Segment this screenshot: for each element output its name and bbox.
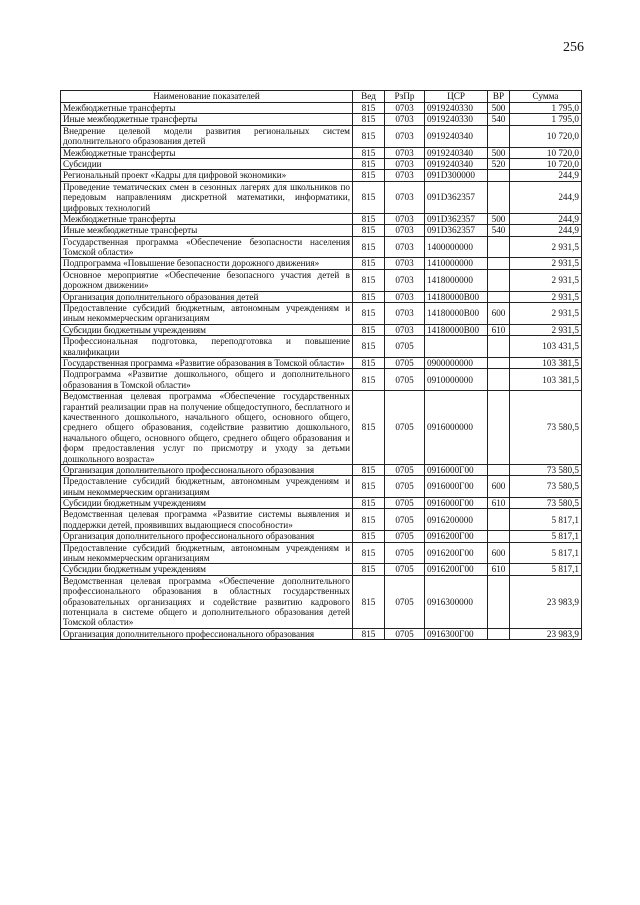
table-row xyxy=(61,509,582,531)
cell-vr xyxy=(488,170,510,181)
cell-sum: 10 720,0 xyxy=(510,125,582,147)
cell-rzpr: 0703 xyxy=(385,147,425,158)
cell-csr: 0919240330 xyxy=(425,114,488,125)
cell-csr xyxy=(425,336,488,358)
table-row xyxy=(61,369,582,391)
cell-ved: 815 xyxy=(353,464,385,475)
cell-rzpr: 0703 xyxy=(385,181,425,213)
cell-vr: 500 xyxy=(488,103,510,114)
cell-ved: 815 xyxy=(353,509,385,531)
header-vr: ВР xyxy=(488,91,510,103)
cell-ved: 815 xyxy=(353,236,385,258)
cell-csr: 091D362357 xyxy=(425,213,488,224)
cell-name: Иные межбюджетные трансферты xyxy=(61,114,353,125)
cell-sum: 5 817,1 xyxy=(510,564,582,575)
cell-rzpr: 0705 xyxy=(385,575,425,628)
cell-vr xyxy=(488,291,510,302)
cell-ved: 815 xyxy=(353,324,385,335)
cell-vr: 600 xyxy=(488,542,510,564)
table-row xyxy=(61,236,582,258)
cell-name: Организация дополнительного профессионального образования xyxy=(61,464,353,475)
table-row xyxy=(61,324,582,335)
cell-rzpr: 0703 xyxy=(385,258,425,269)
header-ved: Вед xyxy=(353,91,385,103)
header-sum: Сумма xyxy=(510,91,582,103)
cell-name: Организация дополнительного профессионального образования xyxy=(61,531,353,542)
table-row xyxy=(61,464,582,475)
cell-name: Субсидии xyxy=(61,158,353,169)
header-name: Наименование показателей xyxy=(61,91,353,103)
cell-rzpr: 0705 xyxy=(385,628,425,639)
cell-ved: 815 xyxy=(353,125,385,147)
table-row xyxy=(61,564,582,575)
cell-csr: 0916300Г00 xyxy=(425,628,488,639)
cell-sum: 244,9 xyxy=(510,225,582,236)
table-row xyxy=(61,542,582,564)
cell-vr xyxy=(488,125,510,147)
cell-ved: 815 xyxy=(353,336,385,358)
cell-vr: 600 xyxy=(488,303,510,325)
cell-ved: 815 xyxy=(353,564,385,575)
cell-ved: 815 xyxy=(353,531,385,542)
cell-rzpr: 0703 xyxy=(385,213,425,224)
cell-csr: 14180000В00 xyxy=(425,291,488,302)
cell-csr: 0916200Г00 xyxy=(425,531,488,542)
cell-vr: 540 xyxy=(488,225,510,236)
cell-sum: 2 931,5 xyxy=(510,269,582,291)
cell-sum: 1 795,0 xyxy=(510,114,582,125)
cell-sum: 73 580,5 xyxy=(510,498,582,509)
cell-csr: 0916300000 xyxy=(425,575,488,628)
cell-vr xyxy=(488,258,510,269)
cell-rzpr: 0703 xyxy=(385,103,425,114)
cell-name: Субсидии бюджетным учреждениям xyxy=(61,324,353,335)
cell-csr: 1410000000 xyxy=(425,258,488,269)
cell-vr xyxy=(488,628,510,639)
cell-name: Межбюджетные трансферты xyxy=(61,213,353,224)
cell-rzpr: 0705 xyxy=(385,357,425,368)
cell-name: Подпрограмма «Развитие дошкольного, общего и дополнительного образования в Томской области» xyxy=(61,369,353,391)
cell-vr: 500 xyxy=(488,213,510,224)
cell-vr: 600 xyxy=(488,476,510,498)
cell-vr xyxy=(488,531,510,542)
cell-sum: 73 580,5 xyxy=(510,476,582,498)
table-row xyxy=(61,181,582,213)
cell-rzpr: 0705 xyxy=(385,336,425,358)
cell-sum: 244,9 xyxy=(510,181,582,213)
cell-rzpr: 0703 xyxy=(385,114,425,125)
cell-vr xyxy=(488,336,510,358)
cell-rzpr: 0705 xyxy=(385,464,425,475)
table-row xyxy=(61,531,582,542)
cell-rzpr: 0705 xyxy=(385,476,425,498)
table-row xyxy=(61,303,582,325)
cell-csr: 0916000000 xyxy=(425,391,488,465)
cell-rzpr: 0705 xyxy=(385,564,425,575)
cell-sum: 5 817,1 xyxy=(510,542,582,564)
cell-ved: 815 xyxy=(353,628,385,639)
table-row xyxy=(61,213,582,224)
cell-csr: 0916000Г00 xyxy=(425,476,488,498)
cell-vr: 610 xyxy=(488,498,510,509)
cell-ved: 815 xyxy=(353,369,385,391)
cell-vr xyxy=(488,369,510,391)
cell-sum: 103 431,5 xyxy=(510,336,582,358)
table-row xyxy=(61,628,582,639)
cell-sum: 244,9 xyxy=(510,170,582,181)
table-row xyxy=(61,258,582,269)
cell-name: Организация дополнительного профессионального образования xyxy=(61,628,353,639)
cell-vr xyxy=(488,391,510,465)
cell-rzpr: 0703 xyxy=(385,269,425,291)
cell-csr: 0916000Г00 xyxy=(425,498,488,509)
cell-csr: 1418000000 xyxy=(425,269,488,291)
cell-sum: 73 580,5 xyxy=(510,464,582,475)
budget-table xyxy=(60,90,582,640)
cell-csr: 0916000Г00 xyxy=(425,464,488,475)
cell-csr: 091D300000 xyxy=(425,170,488,181)
cell-vr: 520 xyxy=(488,158,510,169)
cell-vr xyxy=(488,236,510,258)
cell-vr xyxy=(488,464,510,475)
cell-sum: 2 931,5 xyxy=(510,303,582,325)
table-row xyxy=(61,269,582,291)
cell-csr: 0900000000 xyxy=(425,357,488,368)
cell-rzpr: 0703 xyxy=(385,236,425,258)
cell-rzpr: 0703 xyxy=(385,225,425,236)
cell-ved: 815 xyxy=(353,303,385,325)
cell-ved: 815 xyxy=(353,213,385,224)
cell-ved: 815 xyxy=(353,103,385,114)
cell-sum: 1 795,0 xyxy=(510,103,582,114)
cell-sum: 244,9 xyxy=(510,213,582,224)
cell-rzpr: 0705 xyxy=(385,391,425,465)
cell-csr: 0916200000 xyxy=(425,509,488,531)
cell-vr: 500 xyxy=(488,147,510,158)
cell-name: Организация дополнительного образования детей xyxy=(61,291,353,302)
cell-name: Внедрение целевой модели развития региональных систем дополнительного образования детей xyxy=(61,125,353,147)
cell-sum: 103 381,5 xyxy=(510,369,582,391)
header-csr: ЦСР xyxy=(425,91,488,103)
cell-sum: 73 580,5 xyxy=(510,391,582,465)
table-row xyxy=(61,103,582,114)
cell-name: Межбюджетные трансферты xyxy=(61,147,353,158)
table-row xyxy=(61,476,582,498)
cell-name: Подпрограмма «Повышение безопасности дорожного движения» xyxy=(61,258,353,269)
cell-name: Субсидии бюджетным учреждениям xyxy=(61,498,353,509)
cell-name: Иные межбюджетные трансферты xyxy=(61,225,353,236)
cell-ved: 815 xyxy=(353,269,385,291)
table-row xyxy=(61,170,582,181)
cell-ved: 815 xyxy=(353,258,385,269)
cell-name: Ведомственная целевая программа «Обеспечение государственных гарантий реализации прав на получение общедоступного, бесплатного и качественного дошкольного, начального общего, основного общего, среднего общего образования, содействие развитию дошкольного, начального общего, основного общего, среднего общего образования и форм предоставления услуг по присмотру и уходу за детьми дошкольного возраста» xyxy=(61,391,353,465)
table-row xyxy=(61,575,582,628)
cell-sum: 2 931,5 xyxy=(510,258,582,269)
table-row xyxy=(61,158,582,169)
cell-csr: 0910000000 xyxy=(425,369,488,391)
cell-csr: 0919240340 xyxy=(425,125,488,147)
table-row xyxy=(61,336,582,358)
cell-ved: 815 xyxy=(353,291,385,302)
cell-vr xyxy=(488,509,510,531)
cell-rzpr: 0703 xyxy=(385,125,425,147)
cell-rzpr: 0705 xyxy=(385,498,425,509)
header-rzpr: РзПр xyxy=(385,91,425,103)
cell-vr: 610 xyxy=(488,564,510,575)
cell-ved: 815 xyxy=(353,114,385,125)
cell-csr: 0916200Г00 xyxy=(425,542,488,564)
cell-sum: 103 381,5 xyxy=(510,357,582,368)
cell-ved: 815 xyxy=(353,391,385,465)
cell-sum: 2 931,5 xyxy=(510,324,582,335)
cell-vr xyxy=(488,575,510,628)
cell-vr: 540 xyxy=(488,114,510,125)
table-row xyxy=(61,291,582,302)
cell-name: Предоставление субсидий бюджетным, автономным учреждениям и иным некоммерческим организациям xyxy=(61,476,353,498)
cell-ved: 815 xyxy=(353,357,385,368)
cell-rzpr: 0705 xyxy=(385,369,425,391)
cell-sum: 10 720,0 xyxy=(510,147,582,158)
cell-sum: 2 931,5 xyxy=(510,236,582,258)
table-row xyxy=(61,125,582,147)
cell-vr xyxy=(488,269,510,291)
cell-csr: 0916200Г00 xyxy=(425,564,488,575)
cell-ved: 815 xyxy=(353,147,385,158)
cell-sum: 2 931,5 xyxy=(510,291,582,302)
cell-ved: 815 xyxy=(353,181,385,213)
cell-ved: 815 xyxy=(353,158,385,169)
cell-rzpr: 0703 xyxy=(385,303,425,325)
cell-rzpr: 0705 xyxy=(385,531,425,542)
cell-csr: 14180000В00 xyxy=(425,324,488,335)
cell-ved: 815 xyxy=(353,225,385,236)
cell-vr: 610 xyxy=(488,324,510,335)
cell-name: Межбюджетные трансферты xyxy=(61,103,353,114)
page-number: 256 xyxy=(563,40,584,55)
cell-csr: 0919240340 xyxy=(425,147,488,158)
cell-name: Предоставление субсидий бюджетным, автономным учреждениям и иным некоммерческим организациям xyxy=(61,542,353,564)
cell-rzpr: 0703 xyxy=(385,158,425,169)
cell-csr: 0919240340 xyxy=(425,158,488,169)
cell-ved: 815 xyxy=(353,542,385,564)
table-row xyxy=(61,357,582,368)
cell-name: Предоставление субсидий бюджетным, автономным учреждениям и иным некоммерческим организациям xyxy=(61,303,353,325)
cell-ved: 815 xyxy=(353,476,385,498)
cell-sum: 5 817,1 xyxy=(510,531,582,542)
cell-ved: 815 xyxy=(353,498,385,509)
cell-sum: 5 817,1 xyxy=(510,509,582,531)
table-row xyxy=(61,498,582,509)
cell-sum: 23 983,9 xyxy=(510,628,582,639)
table-row xyxy=(61,147,582,158)
cell-rzpr: 0703 xyxy=(385,291,425,302)
cell-name: Региональный проект «Кадры для цифровой экономики» xyxy=(61,170,353,181)
cell-name: Основное мероприятие «Обеспечение безопасного участия детей в дорожном движении» xyxy=(61,269,353,291)
cell-rzpr: 0705 xyxy=(385,509,425,531)
cell-name: Проведение тематических смен в сезонных лагерях для школьников по передовым направлениям дискретной математики, информатики, цифровых технологий xyxy=(61,181,353,213)
table-row xyxy=(61,114,582,125)
cell-sum: 23 983,9 xyxy=(510,575,582,628)
cell-name: Профессиональная подготовка, переподготовка и повышение квалификации xyxy=(61,336,353,358)
cell-rzpr: 0705 xyxy=(385,542,425,564)
cell-name: Ведомственная целевая программа «Развитие системы выявления и поддержки детей, проявивших выдающиеся способности» xyxy=(61,509,353,531)
cell-rzpr: 0703 xyxy=(385,170,425,181)
cell-sum: 10 720,0 xyxy=(510,158,582,169)
table-row xyxy=(61,225,582,236)
table-header-row xyxy=(61,91,582,103)
cell-name: Ведомственная целевая программа «Обеспечение дополнительного профессионального образования в областных государственных образовательных организациях и содействие развитию кадрового потенциала в системе общего и дополнительного образования детей Томской области» xyxy=(61,575,353,628)
cell-vr xyxy=(488,181,510,213)
cell-name: Государственная программа «Развитие образования в Томской области» xyxy=(61,357,353,368)
cell-vr xyxy=(488,357,510,368)
cell-ved: 815 xyxy=(353,575,385,628)
cell-csr: 091D362357 xyxy=(425,181,488,213)
cell-csr: 0919240330 xyxy=(425,103,488,114)
cell-csr: 14180000В00 xyxy=(425,303,488,325)
cell-name: Субсидии бюджетным учреждениям xyxy=(61,564,353,575)
cell-rzpr: 0703 xyxy=(385,324,425,335)
table-row xyxy=(61,391,582,465)
cell-csr: 1400000000 xyxy=(425,236,488,258)
cell-csr: 091D362357 xyxy=(425,225,488,236)
cell-ved: 815 xyxy=(353,170,385,181)
cell-name: Государственная программа «Обеспечение безопасности населения Томской области» xyxy=(61,236,353,258)
